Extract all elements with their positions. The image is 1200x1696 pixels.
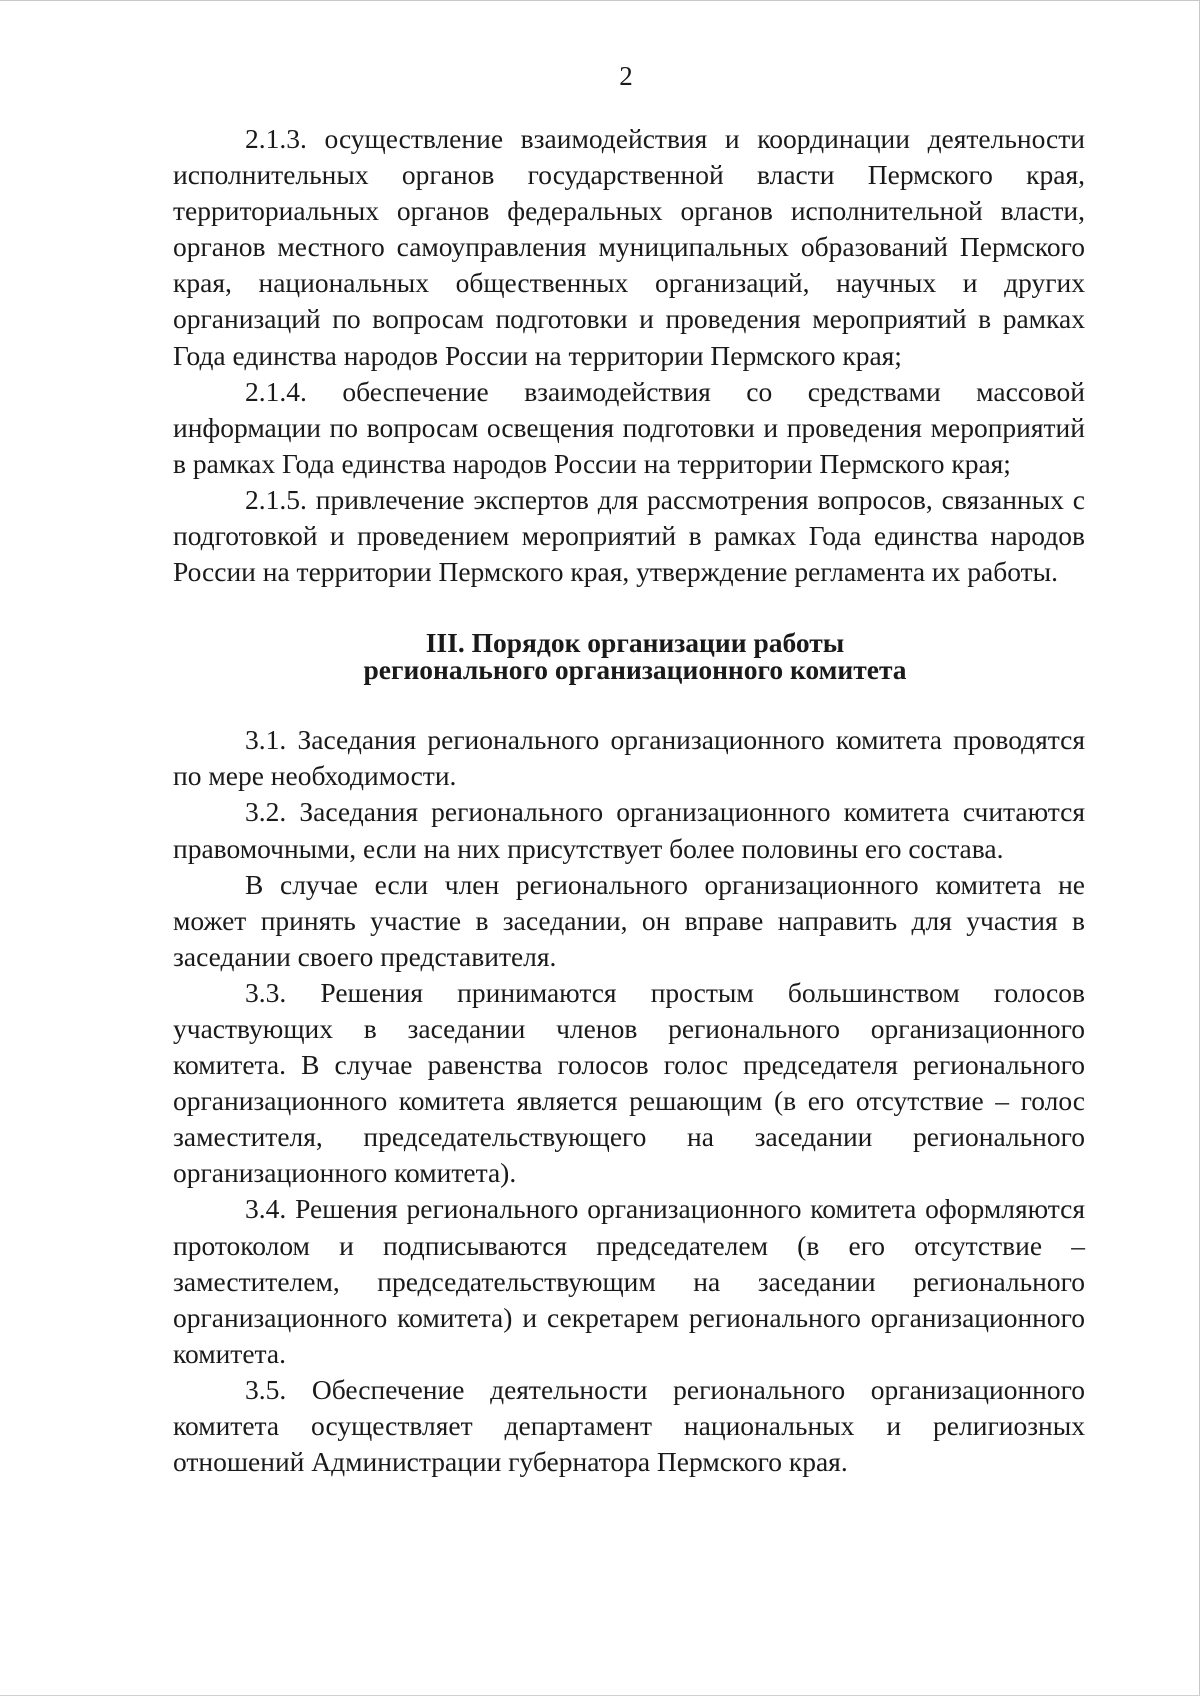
paragraph-3-3: 3.3. Решения принимаются простым большинством голосов участвующих в заседании членов регионального организационного комитета. В случае равенства голосов голос председателя регионального организационного комитета является решающим (в его отсутствие – голос заместителя, председательствующего на заседании регионального организационного комитета). [173,976,1085,1189]
section-heading-line-2: регионального организационного комитета [363,654,907,686]
paragraph-3-5: 3.5. Обеспечение деятельности регионального организационного комитета осуществляет департамент национальных и религиозных отношений Администрации губернатора Пермского края. [173,1373,1085,1478]
paragraph-3-2: 3.2. Заседания регионального организационного комитета считаются правомочными, если на них присутствует более половины его состава. [173,796,1085,864]
section-heading-line-1: III. Порядок организации работы [425,627,845,659]
paragraph-3-2-note: В случае если член регионального организационного комитета не может принять участие в заседании, он вправе направить для участия в заседании своего представителя. [173,868,1085,972]
paragraph-2-1-3: 2.1.3. осуществление взаимодействия и координации деятельности исполнительных органов государственной власти Пермского края, территориальных органов федеральных органов исполнительной власти, органов местного самоуправления муниципальных образований Пермского края, национальных общественных организаций, научных и других организаций по вопросам подготовки и проведения мероприятий в рамках Года единства народов России на территории Пермского края; [173,123,1085,371]
paragraph-2-1-5: 2.1.5. привлечение экспертов для рассмотрения вопросов, связанных с подготовкой и проведением мероприятий в рамках Года единства народов России на территории Пермского края, утверждение регламента их работы. [173,483,1085,588]
paragraph-3-4: 3.4. Решения регионального организационного комитета оформляются протоколом и подписываются председателем (в его отсутствие – заместителем, председательствующим на заседании регионального организационного комитета) и секретарем регионального организационного комитета. [173,1193,1085,1369]
paragraph-3-1: 3.1. Заседания регионального организационного комитета проводятся по мере необходимости. [173,724,1085,792]
section-heading [173,627,1085,686]
paragraph-2-1-4: 2.1.4. обеспечение взаимодействия со средствами массовой информации по вопросам освещения подготовки и проведения мероприятий в рамках Года единства народов России на территории Пермского края; [173,375,1085,479]
page-number: 2 [619,61,633,91]
document-body [173,121,1085,1480]
